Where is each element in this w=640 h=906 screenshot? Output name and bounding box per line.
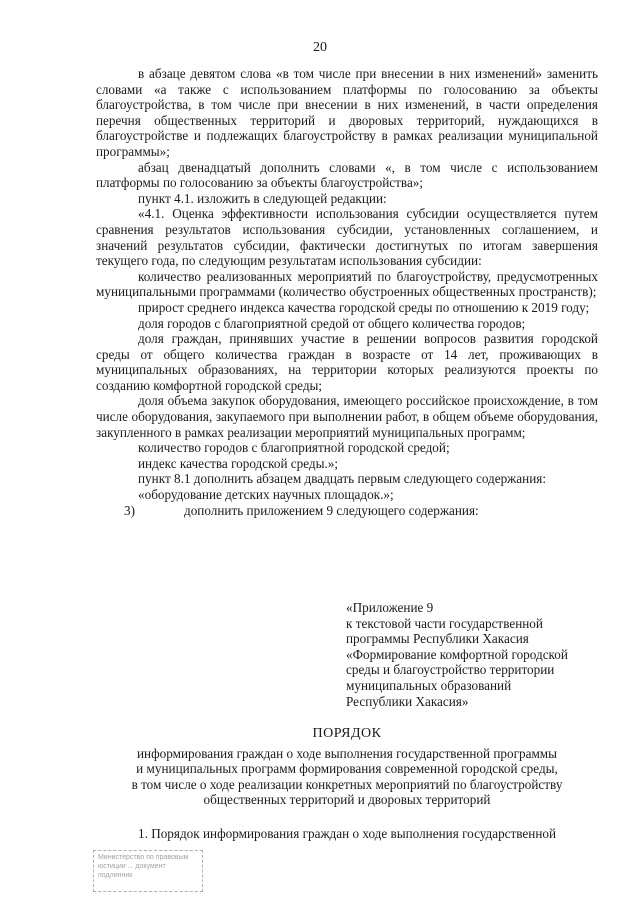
paragraph: 1. Порядок информирования граждан о ходе выполнения государственной bbox=[138, 826, 557, 841]
appendix-line: «Формирование комфортной городской bbox=[346, 646, 568, 662]
paragraph: доля граждан, принявших участие в решении вопросов развития городской среды от общего количества граждан в возрасте от 14 лет, проживающих в муниципальных образованиях, на территории которых реализуются проекты по созданию комфортной городской среды; bbox=[96, 331, 598, 393]
paragraph: прирост среднего индекса качества городской среды по отношению к 2019 году; bbox=[138, 299, 590, 315]
paragraph: количество городов с благоприятной городской средой; bbox=[138, 440, 450, 456]
list-item-text: дополнить приложением 9 следующего содержания: bbox=[184, 502, 479, 518]
last-paragraph bbox=[96, 826, 598, 842]
page-number: 20 bbox=[313, 40, 327, 55]
appendix-line: программы Республики Хакасия bbox=[346, 631, 529, 647]
registration-stamp bbox=[93, 850, 203, 892]
paragraph: «оборудование детских научных площадок.»; bbox=[138, 487, 394, 503]
paragraph: пункт 8.1 дополнить абзацем двадцать первым следующего содержания: bbox=[138, 471, 546, 487]
paragraph: пункт 4.1. изложить в следующей редакции: bbox=[138, 190, 387, 206]
paragraph: количество реализованных мероприятий по благоустройству, предусмотренных муниципальными программами (количество обустроенных общественных пространств); bbox=[96, 268, 598, 300]
paragraph: абзац двенадцатый дополнить словами «, в том числе с использованием платформы по голосованию за объекты благоустройства»; bbox=[96, 159, 598, 191]
list-item-number: 3) bbox=[124, 502, 135, 518]
appendix-line: «Приложение 9 bbox=[346, 600, 434, 615]
appendix-line: муниципальных образований bbox=[346, 677, 512, 693]
heading-title: ПОРЯДОК bbox=[312, 726, 382, 741]
section-heading bbox=[96, 726, 598, 808]
heading-line: информирования граждан о ходе выполнения государственной программы bbox=[136, 745, 558, 761]
paragraph: «4.1. Оценка эффективности использования субсидии осуществляется путем сравнения результатов использования субсидии, установленных соглашением, и значений результатов субсидии, фактически достигнутых по итогам завершения текущего года, по следующим результатам использования субсидии: bbox=[96, 206, 598, 269]
appendix-block bbox=[346, 600, 606, 709]
heading-line: общественных территорий и дворовых территорий bbox=[203, 792, 491, 808]
appendix-line: к текстовой части государственной bbox=[346, 615, 543, 631]
appendix-line: Республики Хакасия» bbox=[346, 693, 469, 709]
stamp-line: подлинник bbox=[98, 872, 133, 879]
paragraph: доля городов с благоприятной средой от общего количества городов; bbox=[138, 315, 526, 331]
heading-line: в том числе о ходе реализации конкретных мероприятий по благоустройству bbox=[131, 776, 563, 792]
stamp-line: юстиции ... документ bbox=[98, 863, 166, 870]
list-item-3 bbox=[96, 503, 598, 519]
paragraph: доля объема закупок оборудования, имеющего российское происхождение, в том числе оборудования, закупаемого при выполнении работ, в общем объеме оборудования, закупленного в рамках реализации мероприятий муниципальных программ; bbox=[96, 393, 598, 440]
heading-line: и муниципальных программ формирования современной городской среды, bbox=[136, 761, 558, 777]
document-body bbox=[96, 66, 598, 518]
paragraph: индекс качества городской среды.»; bbox=[138, 455, 339, 471]
stamp-line: Министерство по правовым bbox=[98, 854, 189, 861]
appendix-line: среды и благоустройство территории bbox=[346, 662, 555, 678]
paragraph: в абзаце девятом слова «в том числе при внесении в них изменений» заменить словами «а также с использованием платформы по голосованию за объекты благоустройства, в том числе при внесении в них изменений, в части определения перечня общественных территорий и дворовых территорий, нуждающихся в благоустройстве и подлежащих благоустройству в рамках реализации муниципальной программы»; bbox=[96, 66, 598, 159]
